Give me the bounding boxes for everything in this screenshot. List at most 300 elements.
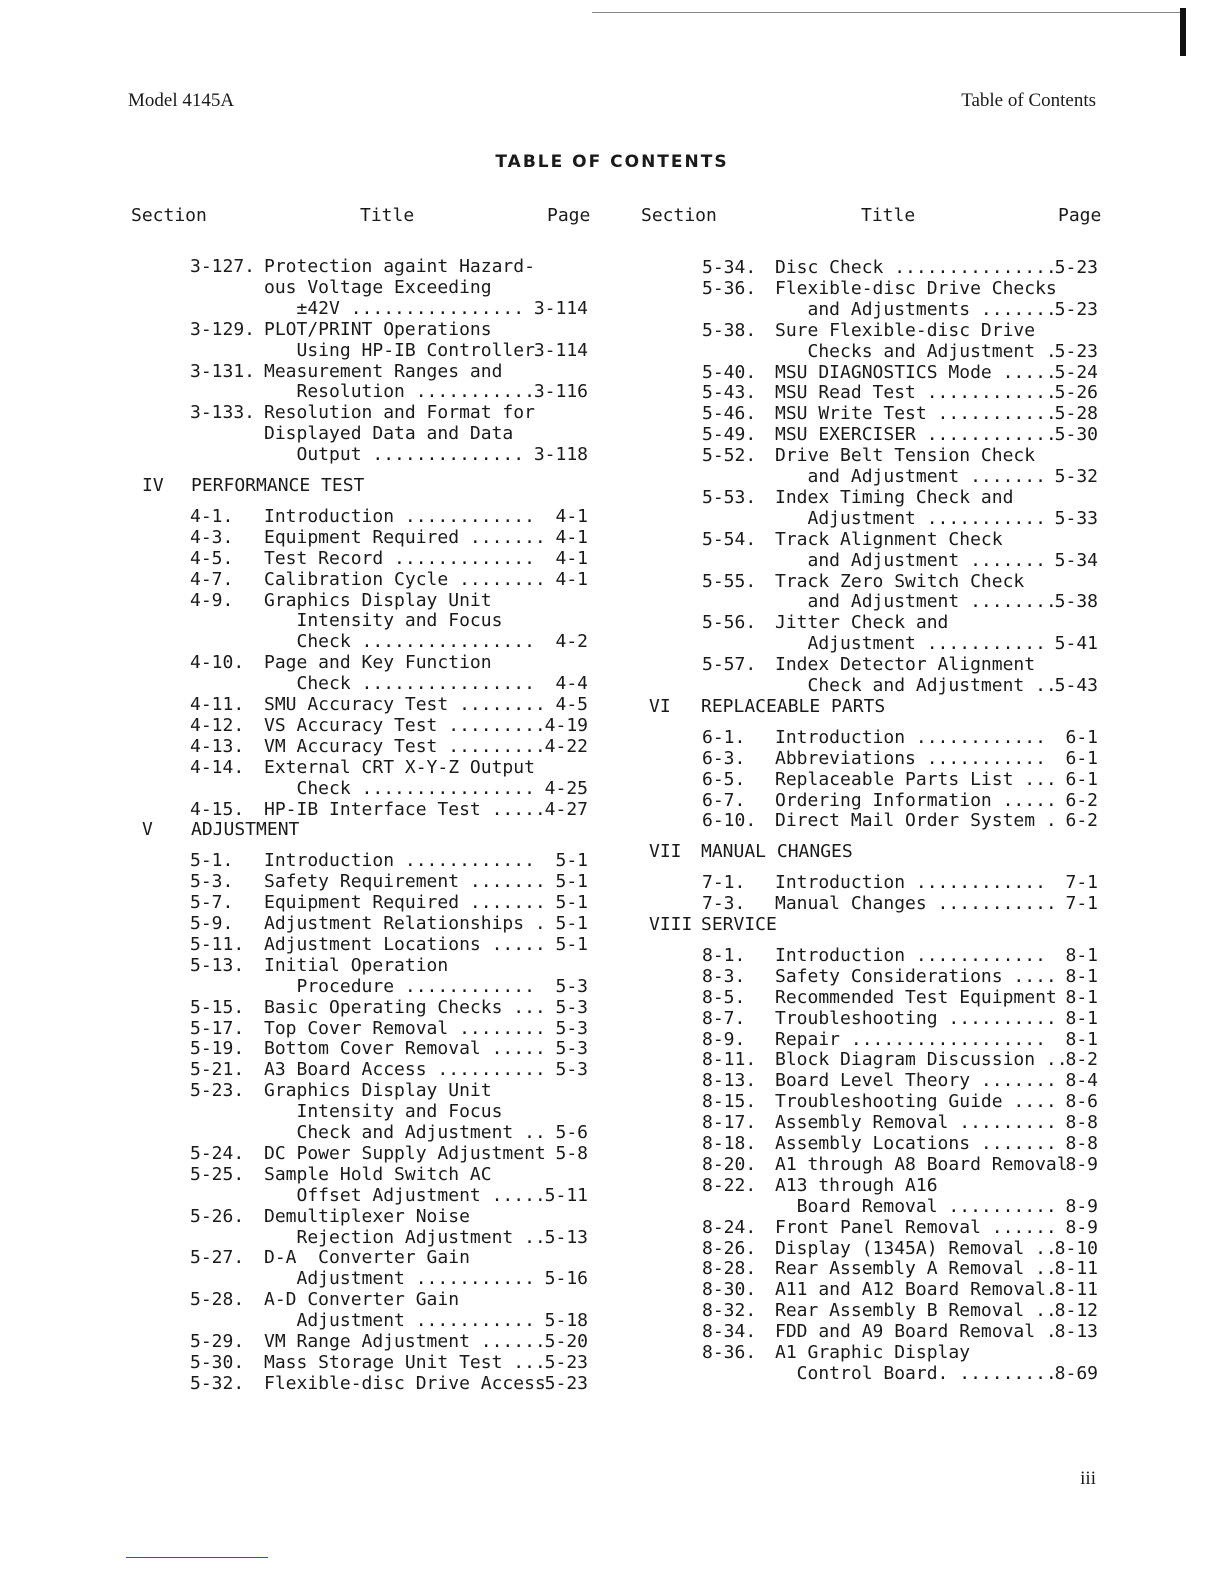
entry-number: 8-30. (702, 1279, 757, 1301)
entry-page: 4-22 (544, 735, 588, 757)
entry-number: 5-34. (702, 257, 757, 278)
entry-page: 5-30 (1054, 424, 1098, 446)
entry-title: A11 and A12 Board Removal. (775, 1279, 1057, 1301)
entry-number: 5-24. (190, 1142, 245, 1164)
entry-page: 5-3 (555, 1017, 588, 1039)
section-roman-numeral: VIII (649, 914, 693, 935)
entry-number: 3-127. (190, 256, 256, 277)
entry-number: 5-25. (190, 1163, 245, 1185)
entry-number: 6-1. (702, 726, 746, 748)
entry-title: Intensity and Focus (264, 610, 503, 632)
toc-entry-line (0, 1154, 1224, 1175)
toc-entry-line (0, 1091, 1224, 1112)
entry-title: Index Detector Alignment (775, 654, 1036, 676)
entry-number: 5-17. (190, 1017, 245, 1039)
entry-title: Safety Considerations .... (775, 965, 1057, 987)
entry-title: Resolution and Format for (264, 402, 535, 424)
entry-title: Flexible-disc Drive Checks (775, 277, 1057, 299)
entry-page: 5-18 (544, 1310, 588, 1332)
entry-page: 8-2 (1065, 1049, 1098, 1071)
entry-number: 6-5. (702, 768, 746, 790)
entry-number: 5-32. (190, 1372, 245, 1394)
entry-number: 7-1. (702, 872, 746, 894)
entry-title: Displayed Data and Data (264, 423, 514, 445)
entry-number: 5-57. (702, 654, 757, 676)
entry-page: 8-1 (1065, 986, 1098, 1008)
entry-number: 4-10. (190, 652, 245, 674)
entry-number: 5-30. (190, 1351, 245, 1373)
entry-title: Ordering Information ..... (775, 789, 1057, 811)
entry-title: Test Record ............. (264, 547, 535, 569)
entry-title: MSU EXERCISER ............ (775, 424, 1057, 446)
toc-entry-line (0, 505, 1224, 529)
entry-page: 6-1 (1065, 726, 1098, 748)
model-header: Model 4145A (128, 90, 235, 111)
entry-title: Initial Operation (264, 954, 449, 976)
entry-title: A-D Converter Gain (264, 1289, 460, 1311)
toc-section-heading (0, 696, 1224, 717)
entry-page: 8-1 (1065, 1007, 1098, 1029)
right-col-section-header: Section (641, 205, 717, 226)
entry-title: Assembly Locations ....... (775, 1133, 1057, 1154)
toc-entry-line (0, 987, 1224, 1008)
entry-number: 4-5. (190, 547, 234, 569)
entry-number: 5-27. (190, 1247, 245, 1269)
entry-page: 3-114 (533, 339, 588, 361)
toc-entry-line (0, 966, 1224, 987)
entry-number: 8-15. (702, 1091, 757, 1113)
entry-title: Adjustment Relationships . (264, 913, 546, 934)
entry-title: Calibration Cycle ........ (264, 568, 546, 590)
toc-entry-line (0, 945, 1224, 966)
toc-entry-line (0, 547, 1224, 571)
entry-page: 8-1 (1065, 944, 1098, 966)
entry-page: 4-1 (555, 568, 588, 590)
entry-page: 5-38 (1054, 591, 1098, 613)
entry-number: 4-12. (190, 714, 245, 736)
entry-number: 5-46. (702, 403, 757, 425)
entry-title: Graphics Display Unit (264, 1080, 492, 1102)
entry-title: Introduction ............ (264, 505, 535, 527)
entry-number: 5-53. (702, 486, 757, 508)
entry-number: 5-19. (190, 1038, 245, 1060)
entry-number: 5-38. (702, 319, 757, 341)
toc-entry-line (0, 1175, 1224, 1196)
entry-page: 8-13 (1054, 1321, 1098, 1343)
toc-entry-line (0, 1008, 1224, 1029)
entry-page: 5-11 (544, 1184, 588, 1206)
entry-title: DC Power Supply Adjustment (264, 1142, 546, 1164)
entry-page: 5-16 (544, 1268, 588, 1290)
entry-title: Track Alignment Check (775, 528, 1003, 550)
entry-title: Drive Belt Tension Check (775, 445, 1036, 467)
entry-title: Checks and Adjustment . (775, 340, 1057, 362)
entry-number: 5-55. (702, 570, 757, 592)
entry-page: 8-11 (1054, 1279, 1098, 1301)
entry-number: 5-11. (190, 933, 245, 955)
entry-title: and Adjustment ....... (775, 466, 1046, 487)
entry-page: 5-32 (1054, 466, 1098, 487)
entry-title: Troubleshooting Guide .... (775, 1091, 1057, 1113)
entry-title: Sample Hold Switch AC (264, 1163, 492, 1185)
entry-title: Basic Operating Checks ... (264, 996, 546, 1018)
entry-title: Assembly Removal ......... (775, 1112, 1057, 1134)
entry-title: Check and Adjustment .. (775, 675, 1057, 696)
entry-title: A1 through A8 Board Removal (775, 1153, 1068, 1175)
entry-number: 5-40. (702, 361, 757, 383)
entry-page: 6-2 (1065, 810, 1098, 832)
entry-page: 5-24 (1054, 361, 1098, 383)
entry-number: 6-7. (702, 789, 746, 811)
entry-number: 5-29. (190, 1331, 245, 1352)
entry-title: Rear Assembly B Removal .. (775, 1300, 1057, 1322)
entry-number: 5-36. (702, 277, 757, 299)
entry-number: 3-133. (190, 402, 256, 424)
entry-title: Display (1345A) Removal .. (775, 1237, 1057, 1259)
entry-number: 5-3. (190, 871, 234, 893)
toc-section-heading (0, 841, 1224, 862)
section-roman-numeral: V (142, 819, 153, 841)
entry-title: Front Panel Removal ...... (775, 1216, 1057, 1238)
entry-number: 8-20. (702, 1153, 757, 1175)
entry-title: D-A Converter Gain (264, 1247, 470, 1269)
toc-entry-line (0, 1070, 1224, 1091)
entry-page: 5-34 (1054, 549, 1098, 571)
entry-title: A3 Board Access .......... (264, 1059, 546, 1081)
entry-title: Replaceable Parts List ... (775, 768, 1057, 790)
entry-title: Equipment Required ....... (264, 892, 546, 914)
entry-title: and Adjustments ....... (775, 298, 1057, 320)
entry-title: HP-IB Interface Test ..... (264, 798, 546, 820)
entry-number: 5-49. (702, 424, 757, 446)
binding-bar (1180, 8, 1186, 56)
entry-page: 8-12 (1054, 1300, 1098, 1322)
entry-page: 5-23 (1054, 340, 1098, 362)
entry-title: Output .............. (264, 444, 525, 466)
entry-title: Adjustment ........... (264, 1268, 535, 1290)
entry-page: 5-1 (555, 871, 588, 893)
entry-number: 7-3. (702, 893, 746, 915)
entry-title: Using HP-IB Controller (264, 339, 535, 361)
entry-page: 5-1 (555, 850, 588, 872)
entry-number: 8-11. (702, 1049, 757, 1071)
entry-page: 5-1 (555, 913, 588, 934)
entry-title: Board Removal .......... (775, 1195, 1057, 1217)
toc-entry-line (0, 1321, 1224, 1342)
toc-entry-line (0, 299, 1224, 320)
entry-page: 8-4 (1065, 1070, 1098, 1092)
entry-page: 5-33 (1054, 507, 1098, 529)
entry-page: 5-23 (1054, 298, 1098, 320)
toc-entry-line (0, 424, 1224, 445)
left-col-page-header: Page (547, 205, 591, 226)
toc-entry-line (0, 769, 1224, 790)
toc-entry-line (0, 727, 1224, 748)
entry-title: MSU Write Test ........... (775, 403, 1057, 425)
entry-title: Block Diagram Discussion .. (775, 1049, 1068, 1071)
toc-entry-line (0, 675, 1224, 696)
toc-entry-line (0, 872, 1224, 893)
entry-page: 6-1 (1065, 747, 1098, 769)
entry-title: Top Cover Removal ........ (264, 1017, 546, 1039)
entry-title: Demultiplexer Noise (264, 1205, 470, 1227)
entry-title: Bottom Cover Removal ..... (264, 1038, 546, 1060)
entry-page: 5-23 (544, 1351, 588, 1373)
left-col-section-header: Section (131, 205, 207, 226)
entry-number: 8-17. (702, 1112, 757, 1134)
entry-title: VM Accuracy Test ......... (264, 735, 546, 757)
entry-number: 4-11. (190, 694, 245, 715)
toc-entry-line (0, 445, 1224, 466)
section-roman-numeral: VII (649, 841, 682, 863)
entry-number: 4-7. (190, 568, 234, 590)
toc-entry-line (0, 1279, 1224, 1300)
entry-number: 5-26. (190, 1205, 245, 1227)
toc-entry-line (0, 633, 1224, 654)
entry-title: Manual Changes ........... (775, 893, 1057, 915)
section-heading-label: ADJUSTMENT (191, 819, 300, 841)
toc-entry-line (0, 362, 1224, 383)
entry-title: Check ................ (264, 777, 535, 799)
entry-title: VS Accuracy Test ......... (264, 714, 546, 736)
entry-title: Check and Adjustment .. (264, 1122, 546, 1143)
entry-page: 3-116 (533, 381, 588, 403)
entry-number: 8-26. (702, 1237, 757, 1259)
section-heading-label: PERFORMANCE TEST (191, 475, 365, 496)
entry-title: Abbreviations ........... (775, 747, 1046, 769)
entry-title: Introduction ............ (775, 872, 1046, 894)
entry-number: 8-9. (702, 1028, 746, 1050)
entry-number: 5-9. (190, 913, 234, 934)
entry-page: 5-3 (555, 1038, 588, 1060)
entry-title: SMU Accuracy Test ........ (264, 694, 546, 715)
entry-page: 4-1 (555, 547, 588, 569)
toc-entry-line (0, 790, 1224, 811)
entry-title: Index Timing Check and (775, 486, 1014, 508)
entry-number: 3-129. (190, 318, 256, 340)
entry-title: Mass Storage Unit Test ... (264, 1351, 546, 1373)
entry-title: Adjustment Locations ..... (264, 933, 546, 955)
entry-number: 4-14. (190, 756, 245, 778)
entry-page: 5-8 (555, 1142, 588, 1164)
entry-title: Check ................ (264, 673, 535, 695)
entry-title: Sure Flexible-disc Drive (775, 319, 1036, 341)
entry-page: 5-20 (544, 1331, 588, 1352)
entry-page: 4-1 (555, 526, 588, 548)
toc-entry-line (0, 1029, 1224, 1050)
entry-title: Equipment Required ....... (264, 526, 546, 548)
toc-entry-line (0, 893, 1224, 914)
toc-entry-line (0, 1238, 1224, 1259)
entry-title: MSU DIAGNOSTICS Mode ..... (775, 361, 1057, 383)
entry-number: 8-28. (702, 1258, 757, 1280)
entry-number: 8-7. (702, 1007, 746, 1029)
entry-title: Resolution ........... (264, 381, 535, 403)
entry-title: Flexible-disc Drive Access (264, 1372, 546, 1394)
toc-entry-line (0, 403, 1224, 424)
toc-entry-line (0, 591, 1224, 612)
toc-entry-line (0, 748, 1224, 769)
entry-page: 5-3 (555, 975, 588, 997)
toc-entry-line (0, 1196, 1224, 1217)
entry-number: 8-5. (702, 986, 746, 1008)
entry-page: 5-3 (555, 1059, 588, 1081)
entry-page: 4-5 (555, 694, 588, 715)
toc-section-heading (0, 914, 1224, 935)
entry-title: and Adjustment ....... (775, 549, 1046, 571)
entry-page: 5-26 (1054, 382, 1098, 404)
section-roman-numeral: IV (142, 475, 164, 496)
toc-entry-line (0, 1217, 1224, 1238)
entry-title: PLOT/PRINT Operations (264, 318, 492, 340)
toc-entry-line (0, 1342, 1224, 1363)
toc-entry-line (0, 526, 1224, 550)
entry-title: Procedure ............ (264, 975, 535, 997)
entry-page: 3-118 (533, 444, 588, 466)
right-col-title-header: Title (861, 205, 916, 226)
toc-entry-line (0, 1363, 1224, 1384)
entry-title: Repair .................. (775, 1028, 1046, 1050)
entry-title: External CRT X-Y-Z Output (264, 756, 535, 778)
entry-title: Introduction ............ (264, 850, 535, 872)
entry-title: ous Voltage Exceeding (264, 276, 492, 298)
entry-number: 4-13. (190, 735, 245, 757)
entry-page: 8-10 (1054, 1237, 1098, 1259)
entry-number: 8-24. (702, 1216, 757, 1238)
entry-title: Rear Assembly A Removal .. (775, 1258, 1057, 1280)
entry-title: VM Range Adjustment ...... (264, 1331, 546, 1352)
left-col-title-header: Title (360, 205, 415, 226)
section-heading-label: REPLACEABLE PARTS (701, 695, 886, 717)
entry-page: 8-8 (1065, 1112, 1098, 1134)
entry-title: Jitter Check and (775, 612, 949, 634)
entry-title: Introduction ............ (775, 944, 1046, 966)
top-rule (592, 12, 1184, 13)
entry-page: 4-1 (555, 505, 588, 527)
entry-number: 4-3. (190, 526, 234, 548)
toc-entry-line (0, 1133, 1224, 1154)
entry-title: Recommended Test Equipment (775, 986, 1057, 1008)
entry-number: 8-18. (702, 1133, 757, 1154)
entry-page: 5-3 (555, 996, 588, 1018)
entry-page: 8-1 (1065, 1028, 1098, 1050)
entry-number: 5-13. (190, 954, 245, 976)
toc-entry-line (0, 466, 1224, 487)
entry-number: 4-9. (190, 589, 234, 611)
toc-entry-line (0, 382, 1224, 403)
entry-page: 8-1 (1065, 965, 1098, 987)
bottom-rule (126, 1557, 268, 1558)
entry-title: Safety Requirement ....... (264, 871, 546, 893)
section-heading-label: SERVICE (701, 914, 777, 935)
entry-title: Adjustment ........... (775, 633, 1046, 655)
toc-entry-line (0, 341, 1224, 362)
section-heading-label: MANUAL CHANGES (701, 841, 853, 863)
entry-page: 5-1 (555, 892, 588, 914)
entry-number: 5-15. (190, 996, 245, 1018)
entry-title: Track Zero Switch Check (775, 570, 1025, 592)
entry-number: 5-21. (190, 1059, 245, 1081)
entry-page: 5-1 (555, 933, 588, 955)
entry-title: Measurement Ranges and (264, 360, 503, 382)
entry-title: Board Level Theory ....... (775, 1070, 1057, 1092)
entry-page: 8-9 (1065, 1195, 1098, 1217)
entry-title: Troubleshooting .......... (775, 1007, 1057, 1029)
toc-entry-line (0, 1112, 1224, 1133)
toc-entry-line (0, 320, 1224, 341)
entry-page: 8-69 (1054, 1362, 1098, 1384)
entry-page: 8-9 (1065, 1153, 1098, 1175)
entry-page: 6-1 (1065, 768, 1098, 790)
entry-number: 8-1. (702, 944, 746, 966)
page-title: TABLE OF CONTENTS (495, 152, 729, 172)
entry-number: 8-36. (702, 1342, 757, 1363)
toc-entry-line (0, 487, 1224, 508)
section-roman-numeral: VI (649, 695, 671, 717)
entry-title: FDD and A9 Board Removal . (775, 1321, 1057, 1343)
entry-page: 8-8 (1065, 1133, 1098, 1154)
entry-number: 8-13. (702, 1070, 757, 1092)
entry-page: 4-4 (555, 673, 588, 695)
entry-title: Intensity and Focus (264, 1101, 503, 1123)
entry-page: 5-28 (1054, 403, 1098, 425)
entry-title: MSU Read Test ............ (775, 382, 1057, 404)
entry-title: A13 through A16 (775, 1174, 938, 1196)
toc-entry-line (0, 654, 1224, 675)
entry-page: 5-23 (1054, 257, 1098, 278)
toc-entry-line (0, 257, 1224, 278)
toc-entry-line (0, 612, 1224, 633)
entry-title: Adjustment ........... (775, 507, 1046, 529)
entry-page: 4-2 (555, 631, 588, 653)
entry-title: Rejection Adjustment .. (264, 1226, 546, 1248)
toc-entry-line (0, 278, 1224, 299)
entry-title: Direct Mail Order System . (775, 810, 1057, 832)
section-header: Table of Contents (961, 90, 1096, 111)
entry-number: 5-7. (190, 892, 234, 914)
entry-page: 5-6 (555, 1122, 588, 1143)
entry-title: Offset Adjustment ..... (264, 1184, 546, 1206)
entry-page: 4-19 (544, 714, 588, 736)
entry-number: 3-131. (190, 360, 256, 382)
entry-page: 8-6 (1065, 1091, 1098, 1113)
entry-page: 3-114 (533, 297, 588, 319)
toc-entry-line (0, 1300, 1224, 1321)
entry-number: 8-22. (702, 1174, 757, 1196)
entry-page: 5-43 (1054, 675, 1098, 696)
entry-number: 6-10. (702, 810, 757, 832)
toc-entry-line (0, 1258, 1224, 1279)
entry-title: A1 Graphic Display (775, 1342, 971, 1363)
entry-title: Disc Check ............... (775, 257, 1057, 278)
entry-page: 5-23 (544, 1372, 588, 1394)
entry-number: 5-52. (702, 445, 757, 467)
entry-title: Check ................ (264, 631, 535, 653)
entry-title: Introduction ............ (775, 726, 1046, 748)
entry-page: 7-1 (1065, 893, 1098, 915)
toc-entry-line (0, 1049, 1224, 1070)
entry-number: 8-34. (702, 1321, 757, 1343)
entry-number: 5-56. (702, 612, 757, 634)
toc-entry-line (0, 568, 1224, 592)
entry-page: 5-41 (1054, 633, 1098, 655)
entry-page: 7-1 (1065, 872, 1098, 894)
entry-number: 5-23. (190, 1080, 245, 1102)
entry-number: 5-43. (702, 382, 757, 404)
entry-number: 6-3. (702, 747, 746, 769)
entry-number: 5-54. (702, 528, 757, 550)
entry-page: 8-11 (1054, 1258, 1098, 1280)
